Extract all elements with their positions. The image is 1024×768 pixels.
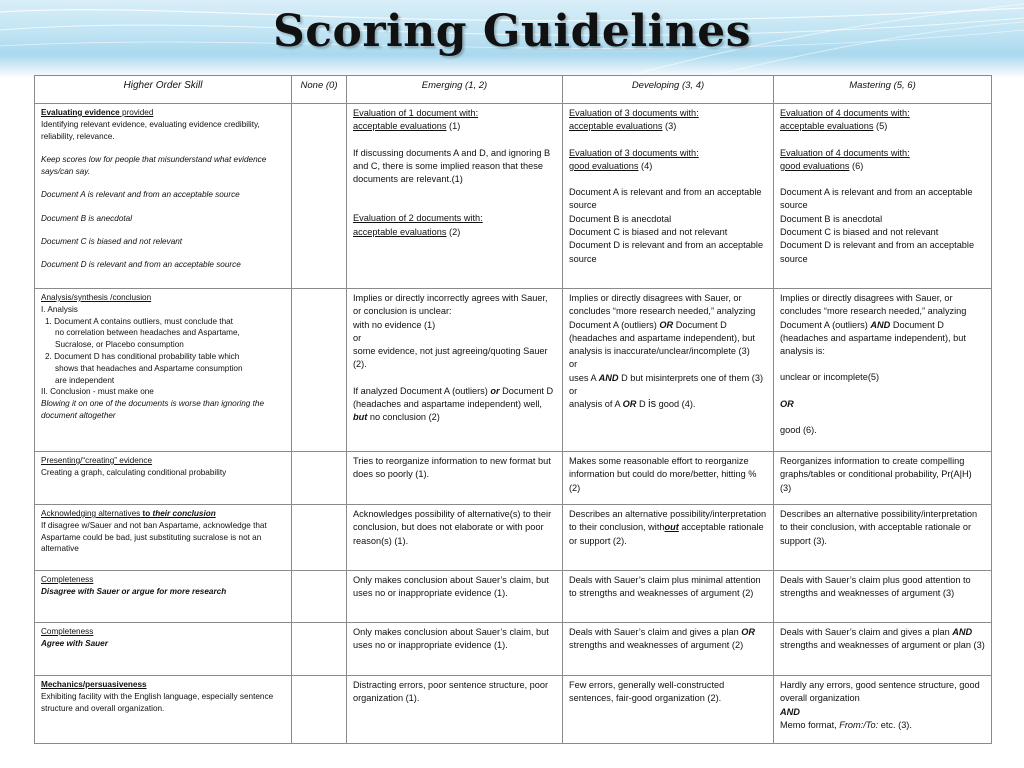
criterion-emphasis: is — [648, 398, 657, 411]
table-header-row — [35, 76, 992, 104]
criterion-text: acceptable evaluations — [569, 121, 663, 132]
skill-line: no correlation between headaches and Aspartame, — [55, 328, 240, 338]
criterion-text: Document D (headaches and aspartame independent), but analysis is: — [780, 319, 966, 357]
criterion-text: good (4). — [656, 399, 696, 410]
criterion-emphasis: From:/To: — [839, 719, 879, 730]
skill-doc-c: Document C is biased and not relevant — [41, 236, 183, 246]
criterion-score: (3) — [662, 121, 677, 132]
criterion-text: with no evidence (1) — [353, 319, 436, 330]
criterion-text: Document C is biased and not relevant — [569, 227, 728, 238]
table-row — [35, 623, 992, 676]
mastering-cell: Deals with Sauer’s claim plus good attention to strengths and weaknesses of argument (3) — [774, 571, 992, 623]
developing-cell — [563, 104, 774, 289]
skill-line: shows that headaches and Aspartame consumption — [55, 363, 243, 373]
skill-description: Disagree with Sauer or argue for more research — [41, 586, 227, 596]
criterion-text: or — [353, 332, 362, 343]
table-row — [35, 104, 992, 289]
skill-title: Completeness — [41, 627, 94, 636]
skill-doc-d: Document D is relevant and from an acceptable source — [41, 260, 241, 270]
mastering-cell: Reorganizes information to create compelling graphs/tables or conditional probability, Pr(A|H) (3) — [774, 452, 992, 505]
skill-description: Exhibiting facility with the English language, especially sentence structure and overall organization. — [41, 691, 274, 713]
skill-description: Agree with Sauer — [41, 638, 108, 648]
criterion-emphasis: OR — [622, 399, 637, 410]
criterion-text: Evaluation of 1 document with: — [353, 108, 479, 118]
criterion-emphasis: AND — [598, 372, 619, 383]
criterion-text: Evaluation of 4 documents with: — [780, 147, 910, 158]
header-skill: Higher Order Skill — [35, 76, 292, 104]
criterion-emphasis: OR — [780, 398, 794, 409]
developing-cell — [563, 505, 774, 571]
criterion-text: D but misinterprets one of them (3) — [618, 372, 764, 383]
criterion-score: (1) — [446, 121, 461, 132]
criterion-score: (6) — [849, 160, 864, 171]
criterion-text: analysis of A — [569, 399, 623, 410]
skill-description: If disagree w/Sauer and not ban Aspartame, acknowledge that Aspartame could be bad, just substituting sucralose is not an alternative — [41, 520, 267, 554]
criterion-text: Evaluation of 4 documents with: — [780, 108, 910, 118]
skill-cell-analysis — [35, 289, 292, 452]
criterion-text: If analyzed Document A (outliers) — [353, 385, 491, 396]
criterion-text: uses A — [569, 372, 599, 383]
none-cell — [292, 452, 347, 505]
criterion-emphasis: but — [353, 412, 368, 423]
none-cell — [292, 623, 347, 676]
emerging-cell — [347, 289, 563, 452]
skill-title: Acknowledging alternatives — [41, 509, 141, 518]
skill-title: Presenting/“creating” evidence — [41, 456, 153, 465]
mastering-cell — [774, 676, 992, 744]
skill-title-suffix: provided — [119, 108, 154, 117]
criterion-text: Implies or directly disagrees with Sauer, or concludes “more research needed,” analyzing Document A (outliers) — [780, 293, 967, 330]
criterion-text: Evaluation of 3 documents with: — [569, 108, 699, 118]
criterion-text: acceptable evaluations — [353, 121, 447, 132]
criterion-text: Evaluation of 3 documents with: — [569, 147, 699, 158]
criterion-text: acceptable rationale or support (2). — [569, 522, 764, 546]
none-cell — [292, 505, 347, 571]
criterion-text: unclear or incomplete(5) — [780, 372, 880, 383]
criterion-score: (2) — [446, 226, 461, 237]
table-row — [35, 452, 992, 505]
criterion-text: no conclusion (2) — [367, 412, 440, 423]
criterion-text: etc. (3). — [878, 719, 912, 730]
skill-cell-alternatives — [35, 505, 292, 571]
criterion-emphasis: or — [490, 385, 500, 396]
skill-line: II. Conclusion - must make one — [41, 387, 154, 397]
criterion-text: Memo format, — [780, 719, 840, 730]
criterion-emphasis: out — [664, 522, 679, 533]
skill-cell-presenting — [35, 452, 292, 505]
emerging-cell: Distracting errors, poor sentence structure, poor organization (1). — [347, 676, 563, 744]
developing-cell: Deals with Sauer’s claim plus minimal attention to strengths and weaknesses of argument (2) — [563, 571, 774, 623]
skill-title: Evaluating evidence — [41, 108, 120, 117]
header-mastering: Mastering (5, 6) — [774, 76, 992, 104]
skill-cell-evaluating-evidence — [35, 104, 292, 289]
skill-title-joiner: to — [140, 509, 153, 518]
skill-note: Keep scores low for people that misunderstand what evidence says/can say. — [41, 154, 267, 176]
header-none: None (0) — [292, 76, 347, 104]
criterion-text: D — [636, 399, 649, 410]
criterion-text: or — [569, 386, 578, 397]
criterion-emphasis: AND — [952, 627, 973, 637]
criterion-text: Document D (headaches and aspartame independent) well, — [353, 385, 554, 410]
criterion-text: good evaluations — [780, 160, 850, 171]
skill-cell-mechanics — [35, 676, 292, 744]
mastering-cell: Describes an alternative possibility/interpretation to their conclusion, with acceptable rationale or support (3). — [774, 505, 992, 571]
criterion-text: Document D (headaches and aspartame independent), but analysis is inaccurate/unclear/incomplete (3) — [569, 319, 755, 357]
mastering-cell — [774, 104, 992, 289]
criterion-emphasis: OR — [741, 627, 756, 637]
criterion-text: Document B is anecdotal — [780, 213, 883, 224]
skill-line: 1. Document A contains outliers, must conclude that — [45, 316, 233, 326]
criterion-text: strengths and weaknesses of argument or plan (3) — [780, 640, 985, 651]
developing-cell — [563, 289, 774, 452]
skill-line: are independent — [55, 375, 115, 385]
criterion-emphasis: AND — [870, 319, 891, 330]
skill-doc-b: Document B is anecdotal — [41, 213, 133, 223]
criterion-text: Document C is biased and not relevant — [780, 227, 939, 238]
criterion-text: Describes an alternative possibility/interpretation to their conclusion, with — [569, 509, 767, 533]
criterion-text: Document A is relevant and from an acceptable source — [569, 187, 762, 211]
criterion-text: Implies or directly disagrees with Sauer, or concludes “more research needed,” analyzing Document A (outliers) — [569, 293, 756, 330]
skill-line: I. Analysis — [41, 304, 78, 314]
criterion-text: If discussing documents A and D, and ignoring B and C, there is some implied reason that these documents are relevant.(1) — [353, 147, 551, 185]
criterion-emphasis: AND — [780, 706, 800, 717]
header-emerging: Emerging (1, 2) — [347, 76, 563, 104]
criterion-score: (4) — [638, 160, 653, 171]
table-row — [35, 289, 992, 452]
criterion-text: some evidence, not just agreeing/quoting Sauer (2). — [353, 346, 548, 370]
emerging-cell — [347, 104, 563, 289]
criterion-text: Deals with Sauer’s claim and gives a plan — [780, 627, 953, 637]
page-title: Scoring Guidelines — [272, 6, 752, 57]
skill-title: Analysis/synthesis /conclusion — [41, 293, 152, 302]
none-cell — [292, 104, 347, 289]
criterion-text: acceptable evaluations — [353, 226, 447, 237]
table-row — [35, 505, 992, 571]
skill-note: Blowing it on one of the documents is worse than ignoring the document altogether — [41, 399, 265, 420]
scoring-table — [34, 75, 992, 744]
mastering-cell — [774, 623, 992, 676]
criterion-text: acceptable evaluations — [780, 121, 874, 132]
criterion-text: Evaluation of 2 documents with: — [353, 213, 483, 224]
skill-description: Creating a graph, calculating conditional probability — [41, 467, 227, 477]
none-cell — [292, 289, 347, 452]
criterion-text: strengths and weaknesses of argument (2) — [569, 640, 744, 651]
developing-cell — [563, 623, 774, 676]
skill-description: Identifying relevant evidence, evaluating evidence credibility, reliability, relevance. — [41, 119, 260, 141]
skill-cell-completeness-disagree — [35, 571, 292, 623]
skill-title-emphasis: their conclusion — [152, 509, 216, 518]
criterion-emphasis: OR — [659, 319, 674, 330]
developing-cell: Makes some reasonable effort to reorganize information but could do more/better, hitting % (2) — [563, 452, 774, 505]
criterion-text: Document D is relevant and from an acceptable source — [569, 240, 764, 264]
header-developing: Developing (3, 4) — [563, 76, 774, 104]
criterion-text: Hardly any errors, good sentence structure, good overall organization — [780, 680, 980, 704]
skill-line: 2. Document D has conditional probability table which — [45, 351, 240, 361]
skill-title: Completeness — [41, 575, 94, 584]
criterion-text: Document A is relevant and from an acceptable source — [780, 187, 973, 211]
none-cell — [292, 676, 347, 744]
criterion-text: good evaluations — [569, 160, 639, 171]
criterion-text: Document B is anecdotal — [569, 213, 672, 224]
emerging-cell: Acknowledges possibility of alternative(s) to their conclusion, but does not elaborate or with poor reason(s) (1). — [347, 505, 563, 571]
skill-title: Mechanics/persuasiveness — [41, 680, 147, 689]
skill-doc-a: Document A is relevant and from an acceptable source — [41, 190, 240, 200]
skill-cell-completeness-agree — [35, 623, 292, 676]
table-row — [35, 571, 992, 623]
emerging-cell: Only makes conclusion about Sauer’s claim, but uses no or inappropriate evidence (1). — [347, 571, 563, 623]
mastering-cell — [774, 289, 992, 452]
criterion-text: Deals with Sauer’s claim and gives a plan — [569, 627, 742, 637]
table-row — [35, 676, 992, 744]
none-cell — [292, 571, 347, 623]
skill-line: Sucralose, or Placebo consumption — [55, 340, 184, 350]
criterion-text: Document D is relevant and from an acceptable source — [780, 240, 975, 264]
criterion-text: or — [569, 359, 578, 370]
criterion-text: good (6). — [780, 425, 817, 436]
criterion-text: Implies or directly incorrectly agrees with Sauer, or conclusion is unclear: — [353, 293, 548, 317]
developing-cell: Few errors, generally well-constructed sentences, fair-good organization (2). — [563, 676, 774, 744]
emerging-cell: Only makes conclusion about Sauer’s claim, but uses no or inappropriate evidence (1). — [347, 623, 563, 676]
criterion-score: (5) — [873, 121, 888, 132]
emerging-cell: Tries to reorganize information to new format but does so poorly (1). — [347, 452, 563, 505]
